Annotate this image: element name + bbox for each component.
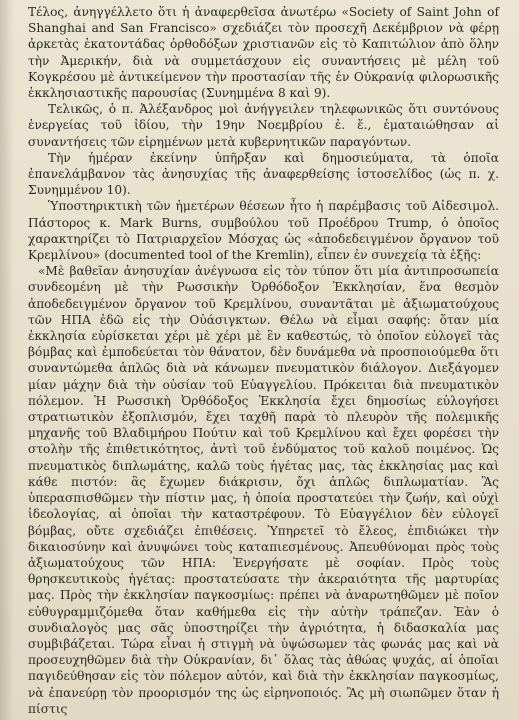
- paragraph-mark-burns-intro: Ὑποστηρικτικὴ τῶν ἡμετέρων θέσεων ἦτο ἡ παρέμβασις τοῦ Αἰδεσιμολ. Πάστορος κ. Mark Burns, συμβούλου τοῦ Προέδρου Trump, ὁ ὁποῖος χαρακτηρίζει τὸ Πατριαρχεῖον Μόσχας ὡς «ἀποδεδειγμένον ὄργανον τοῦ Κρεμλίνου» (documented tool of the Kremlin), εἶπεν ἐν συνεχείᾳ τὰ ἑξῆς:: [28, 199, 499, 263]
- paragraph-society-delegation: Τέλος, ἀνηγγέλλετο ὅτι ἡ ἀναφερθεῖσα ἀνωτέρω «Society of Saint John of Shanghai and San Francisco» σχεδιάζει τὸν προσεχῆ Δεκέμβριον νὰ φέρῃ ἀρκετὰς ἑκατοντάδας ὀρθοδόξων χριστιανῶν εἰς τὸ Καπιτώλιον ἀπὸ ὅλην τὴν Ἀμερικήν, διὰ νὰ συμμετάσχουν εἰς συναντήσεις μὲ μέλη τοῦ Κογκρέσου μὲ ἀντικείμενον τὴν προστασίαν τῆς ἐν Οὐκρανίᾳ φιλορωσικῆς ἐκκλησιαστικῆς παρουσίας (Συνημμένα 8 καὶ 9).: [28, 5, 499, 101]
- paragraph-meetings-cancelled: Τελικῶς, ὁ π. Ἀλέξανδρος μοὶ ἀνήγγειλεν τηλεφωνικῶς ὅτι συντόνους ἐνεργείας τοῦ ἰδίου, τὴν 19ην Νοεμβρίου ἐ. ἔ., ἐματαιώθησαν αἱ συναντήσεις τῶν εἰρημένων μετὰ κυβερνητικῶν παραγόντων.: [28, 102, 499, 149]
- paragraph-mark-burns-quote: «Μὲ βαθεῖαν ἀνησυχίαν ἀνέγνωσα εἰς τὸν τύπον ὅτι μία ἀντιπροσωπεία συνδεομένη μὲ τὴν Ρωσσικὴν Ὀρθόδοξον Ἐκκλησίαν, ἕνα θεσμὸν ἀποδεδειγμένον ὄργανον τοῦ Κρεμλίνου, συναντᾶται μὲ ἀξιωματούχους τῶν ΗΠΑ ἐδῶ εἰς τὴν Οὐάσιγκτων. Θέλω νὰ εἶμαι σαφής: ὅταν μία ἐκκλησία εὑρίσκεται χέρι μὲ χέρι μὲ ἓν καθεστώς, τὸ ὁποῖον εὐλογεῖ τὰς βόμβας καὶ ἐμποδεύεται τὸν θάνατον, δὲν δυνάμεθα νὰ προσποιούμεθα ὅτι συναντώμεθα ἁπλῶς διὰ νὰ κάνωμεν πνευματικὸν διάλογον. Διεξάγομεν μίαν μάχην διὰ τὴν οὐσίαν τοῦ Εὐαγγελίου. Πρόκειται διὰ πνευματικὸν πόλεμον. Ἡ Ρωσσικὴ Ὀρθόδοξος Ἐκκλησία ἔχει δημοσίως εὐλογήσει στρατιωτικὸν ἐξοπλισμόν, ἔχει ταχθῆ παρὰ τὸ πλευρὸν τῆς πολεμικῆς μηχανῆς τοῦ Βλαδιμήρου Πούτιν καὶ τοῦ Κρεμλίνου καὶ ἔχει φορέσει τὴν στολὴν τῆς ἐπιθετικότητος, ἀντὶ τοῦ ἐνδύματος τοῦ καλοῦ ποιμένος. Ὡς πνευματικὸς διπλωμάτης, καλῶ τοὺς ἡγέτας μας, τὰς ἐκκλησίας μας καὶ κάθε πιστόν: ἂς ἔχωμεν διάκρισιν, ὄχι ἁπλῶς διπλωματίαν. Ἂς ὑπερασπισθῶμεν τὴν πίστιν μας, ἡ ὁποία προστατεύει τὴν ζωήν, καὶ οὐχὶ ἰδεολογίας, αἱ ὁποῖαι τὴν καταστρέφουν. Τὸ Εὐαγγέλιον δὲν εὐλογεῖ βόμβας, οὔτε σχεδιάζει ἐπιθέσεις. Ὑπηρετεῖ τὸ ἔλεος, ἐπιδιώκει τὴν δικαιοσύνην καὶ ἀνυψώνει τοὺς καταπιεσμένους. Ἀπευθύνομαι πρὸς τοὺς ἀξιωματούχους τῶν ΗΠΑ: Ἐνεργήσατε μὲ σοφίαν. Πρὸς τοὺς θρησκευτικοὺς ἡγέτας: προστατεύσατε τὴν ἀκεραιότητα τῆς μαρτυρίας μας. Πρὸς τὴν ἐκκλησίαν παγκοσμίως: πρέπει νὰ ἀναρωτηθῶμεν μὲ ποῖον εὐθυγραμμιζόμεθα ὅταν καθήμεθα εἰς τὴν αὐτὴν τράπεζαν. Ἐὰν ὁ συνδιαλογὸς μας σᾶς ὑποστηρίζει τὴν ἀγριότητα, ἡ διδασκαλία μας συμβιβάζεται. Τώρα εἶναι ἡ στιγμὴ νὰ ὑψώσωμεν τὰς φωνάς μας καὶ νὰ προσευχηθῶμεν διὰ τὴν Οὐκρανίαν, δι᾽ ὅλας τὰς ἀθώας ψυχάς, αἱ ὁποῖαι παγιδεύθησαν εἰς τὸν πόλεμον αὐτόν, καὶ διὰ τὴν ἐκκλησίαν παγκοσμίως, νὰ ἐπανεύρῃ τὸν προορισμόν της ὡς εἰρηνοποιός. Ἂς μὴ σιωπῶμεν ὅταν ἡ πίστις: [28, 264, 499, 716]
- paragraph-publications: Τὴν ἡμέραν ἐκείνην ὑπῆρξαν καὶ δημοσιεύματα, τὰ ὁποῖα ἐπανελάμβανον τὰς ἀνησυχίας τῆς ἀναφερθείσης ἱστοσελίδος (ὡς π. χ. Συνημμένον 10).: [28, 150, 499, 198]
